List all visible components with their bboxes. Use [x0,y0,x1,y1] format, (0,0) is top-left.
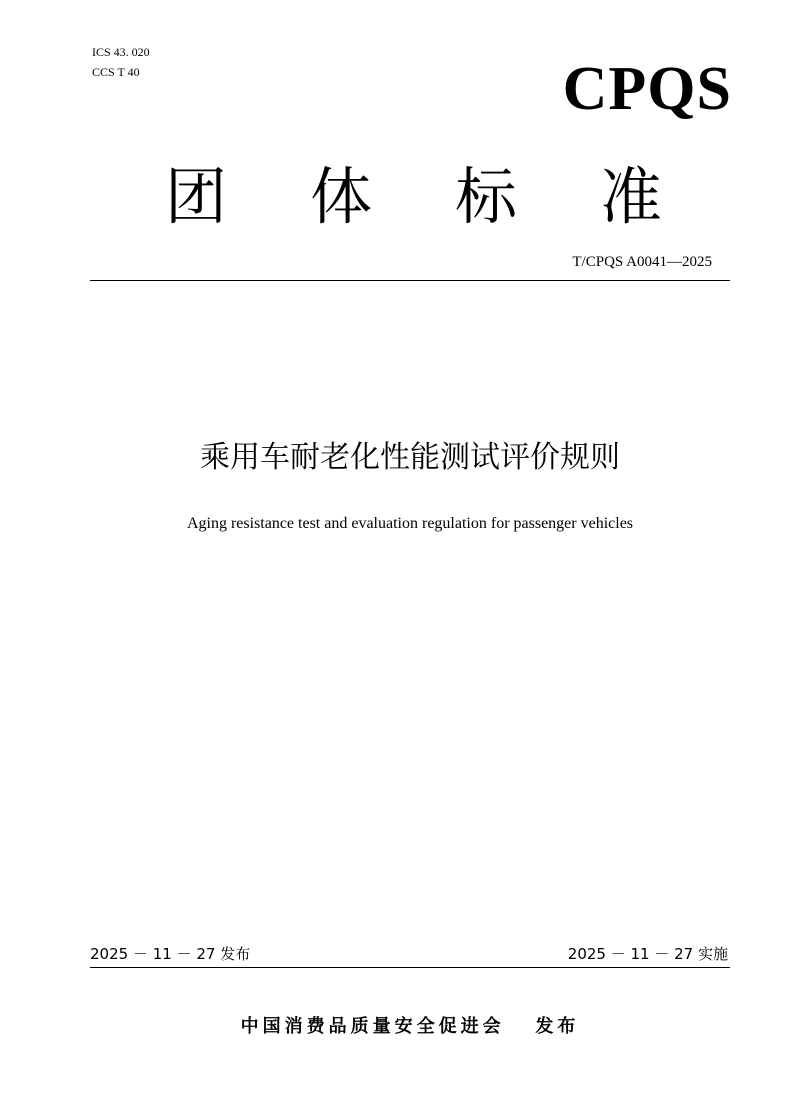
standard-type-char: 准 [599,160,662,233]
standard-type-char: 体 [309,160,372,233]
standard-number: T/CPQS A0041—2025 [572,254,712,270]
header-divider [90,280,730,281]
cpqs-logo: CPQS [562,55,732,123]
footer-divider [90,967,730,968]
document-title-english: Aging resistance test and evaluation regulation for passenger vehicles [186,515,634,532]
standard-type-char: 团 [165,160,228,233]
publisher: 中国消费品质量安全促进会 发布 [240,1016,580,1037]
ics-code: ICS 43. 020 [92,45,150,59]
document-title-chinese: 乘用车耐老化性能测试评价规则 [200,440,620,475]
standard-type-char: 标 [454,160,517,233]
classification-codes [92,42,150,82]
implementation-date: 2025 － 11 － 27 实施 [567,945,728,963]
standard-type-heading [90,152,730,242]
ccs-code: CCS T 40 [92,65,140,79]
issue-date: 2025 － 11 － 27 发布 [90,945,251,963]
